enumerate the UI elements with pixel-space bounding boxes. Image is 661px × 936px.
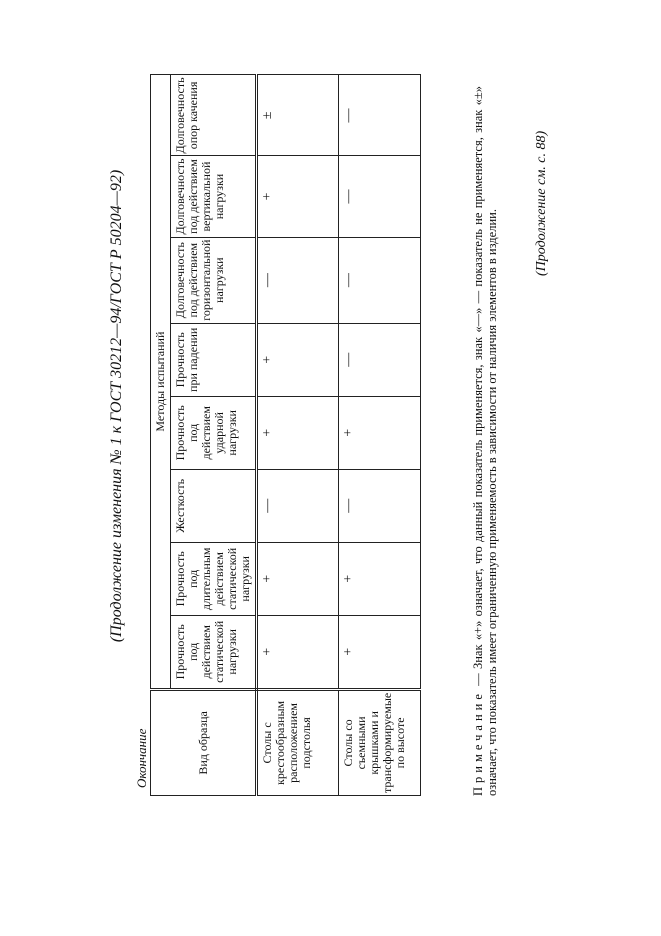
table-cell: + — [257, 156, 339, 237]
table-cell: — — [257, 237, 339, 323]
column-header: Жесткость — [171, 469, 257, 542]
table-cell: — — [257, 469, 339, 542]
table-note — [471, 86, 499, 796]
table-cell: + — [257, 323, 339, 396]
table-cell: + — [257, 396, 339, 469]
table-cell: — — [339, 75, 421, 156]
continuation-note: (Продолжение см. с. 88) — [534, 130, 549, 276]
column-header: Долговечность под действием вертикальной нагрузки — [171, 156, 257, 237]
table-cell: + — [339, 542, 421, 615]
column-header: Прочность под действием статической нагрузки — [171, 615, 257, 689]
table-cell: — — [339, 237, 421, 323]
column-header: Прочность при падении — [171, 323, 257, 396]
column-header: Прочность под длительным действием статической нагрузки — [171, 542, 257, 615]
note-text: — Знак «+» означает, что данный показатель применяется, знак «—» — показатель не применяется, знак «±» означает, что показатель имеет ограниченную применяемость в зависимости от наличия элементов в изделии. — [471, 86, 499, 796]
table-cell: + — [257, 615, 339, 689]
table-cell: + — [339, 396, 421, 469]
note-label: Примечание — [471, 690, 485, 796]
row-name: Столы с крестообразным расположением подстолья — [257, 689, 339, 795]
table-cell: — — [339, 156, 421, 237]
table-end-label: Окончание — [134, 728, 149, 788]
row-name: Столы со съемными крышками и трансформируемые по высоте — [339, 689, 421, 795]
table-cell: — — [339, 469, 421, 542]
table-cell: + — [339, 615, 421, 689]
page-header-title: (Продолжение изменения № 1 к ГОСТ 30212—94/ГОСТ Р 50204—92) — [108, 169, 125, 643]
methods-group-header: Методы испытаний — [151, 75, 171, 689]
specimen-header: Вид образца — [151, 689, 257, 795]
column-header: Прочность под действием ударной нагрузки — [171, 396, 257, 469]
table-cell: ± — [257, 75, 339, 156]
column-header: Долговечность опор качения — [171, 75, 257, 156]
test-methods-table — [150, 74, 421, 796]
column-header: Долговечность под действием горизонтальной нагрузки — [171, 237, 257, 323]
table-cell: — — [339, 323, 421, 396]
table-cell: + — [257, 542, 339, 615]
